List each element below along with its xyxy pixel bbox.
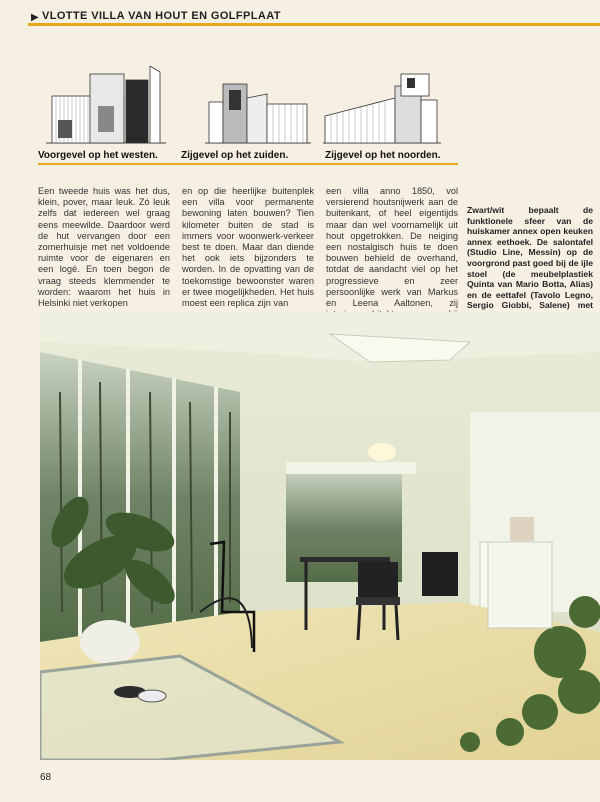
- section-title: VLOTTE VILLA VAN HOUT EN GOLFPLAAT: [42, 10, 281, 22]
- elevation-west-drawing: [46, 66, 166, 144]
- header-arrow-icon: ▶: [31, 12, 39, 23]
- elevation-west-caption: Voorgevel op het westen.: [38, 150, 158, 161]
- body-column-2: [182, 186, 314, 309]
- body-text: Een tweede huis was het dus, klein, pover, maar leuk. Zó leuk zelfs dat iedereen wel graag eens meewilde. Daardoor werd de hut vervangen door een zomerhuisje met net voldoende ruimte voor de eigenaren en een logé. En toen begon de vraag steeds klemmender te worden: waarom het huis in Helsinki niet verkopen: [38, 186, 170, 309]
- photo-caption: Zwart/wit bepaalt de funktionele sfeer van de huiskamer annex open keuken annex eethoek. De salontafel (Studio Line, Messin) op de voorgrond past goed bij de ijle stoel (de meubelplastiek Quinta van Mario Botta, Alias) en de eettafel (Tavolo Legno, Sergio Giobbi, Salene) met: [467, 205, 593, 311]
- elevation-north-caption: Zijgevel op het noorden.: [325, 150, 441, 161]
- body-column-1: [38, 186, 170, 309]
- header-rule: [28, 23, 600, 26]
- elevation-south-caption: Zijgevel op het zuiden.: [181, 150, 289, 161]
- elevation-south-drawing: [205, 80, 311, 144]
- elevation-north-drawing: [323, 70, 441, 144]
- interior-photo: [40, 312, 600, 760]
- body-text: een villa anno 1850, vol versierend houtsnijwerk aan de buitenkant, of heel eigentijds maar dan wel voornamelijk uit hout opgetrokken. De neiging een nostalgisch huis te doen bouwen behield de overhand, totdat de aandacht viel op het progressieve en zeer persoonlijke werk van Markus en Leena Aaltonen, zij: [326, 186, 458, 309]
- page-number: 68: [40, 772, 52, 783]
- body-column-3: [326, 186, 458, 332]
- body-text: en op die heerlijke buitenplek een villa voor permanente bewoning laten bouwen? Tien kilometer buiten de stad is immers voor woonwerk-verkeer best te doen. Maar dan diende het ook iets bijzonders te worden. In de opvatting van de toekomstige bewoonster waren er twee mogelijkheden. Het huis moest een replica zijn van: [182, 186, 314, 309]
- section-header: [28, 8, 600, 30]
- caption-rule: [38, 163, 458, 165]
